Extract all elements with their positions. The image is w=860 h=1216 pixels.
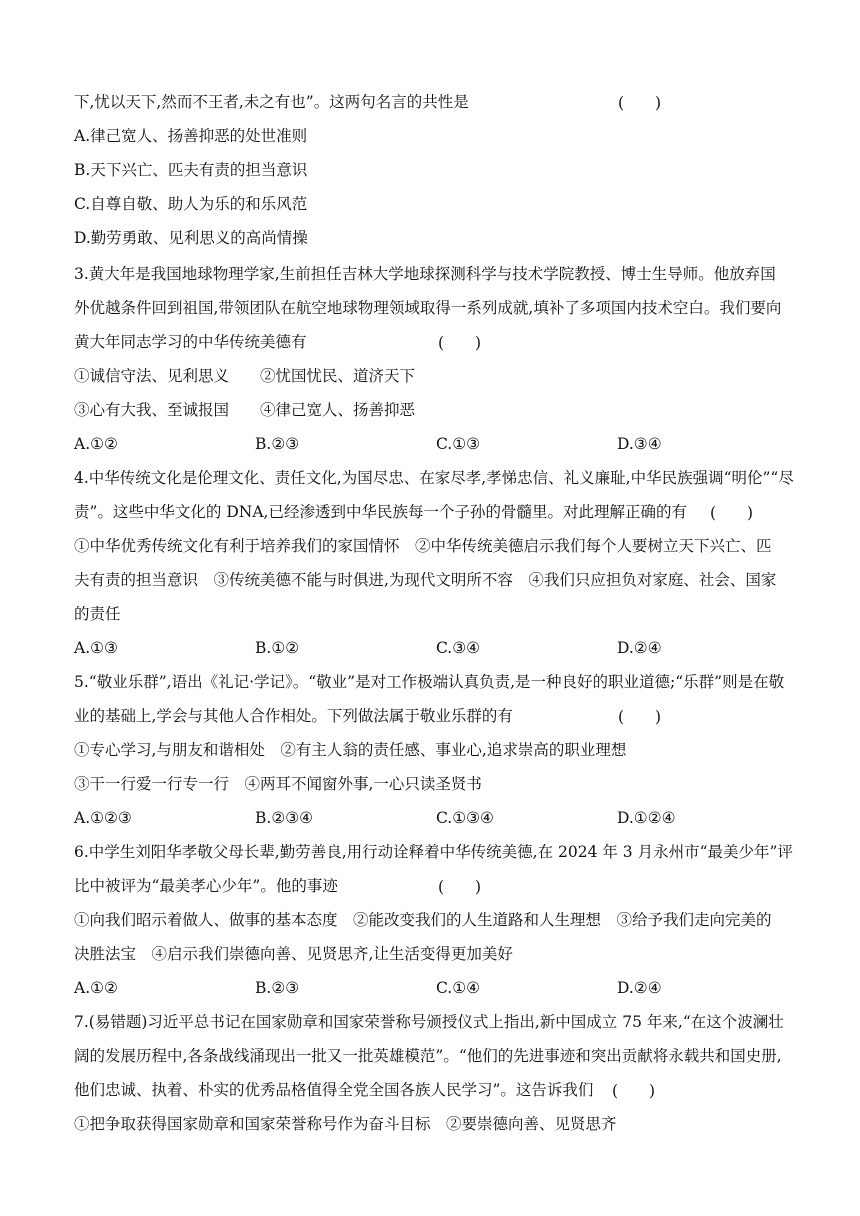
q2-option-a: A.律己宽人、扬善抑恶的处世准则 — [74, 127, 308, 145]
q3-stem-line-3: 黄大年同志学习的中华传统美德有 — [74, 333, 307, 351]
q3-item-line-1: ①诚信守法、见利思义 ②忧国忧民、道济天下 — [74, 367, 416, 385]
q6-choice-c: C.①④ — [436, 979, 481, 997]
q3-stem-line-1: 3.黄大年是我国地球物理学家,生前担任吉林大学地球探测科学与技术学院教授、博士生导师。他放弃国 — [74, 265, 776, 283]
q3-answer-paren: ( ) — [438, 334, 482, 352]
q2-option-b: B.天下兴亡、匹夫有责的担当意识 — [74, 161, 308, 179]
q5-choice-d: D.①②④ — [617, 809, 676, 827]
q4-choice-b: B.①② — [255, 639, 300, 657]
q6-item-line-2: 决胜法宝 ④启示我们崇德向善、见贤思齐,让生活变得更加美好 — [74, 945, 513, 963]
q6-choice-d: D.②④ — [617, 979, 662, 997]
q4-choice-d: D.②④ — [617, 639, 662, 657]
q3-choice-c: C.①③ — [436, 435, 481, 453]
q3-choice-d: D.③④ — [617, 435, 662, 453]
q5-stem-line-1: 5.“敬业乐群”,语出《礼记·学记》。“敬业”是对工作极端认真负责,是一种良好的职业道德;“乐群”则是在敬 — [74, 673, 785, 691]
q4-item-line-3: 的责任 — [74, 605, 121, 623]
q6-stem-line-1: 6.中学生刘阳华孝敬父母长辈,勤劳善良,用行动诠释着中华传统美德,在 2024 年 3 月永州市“最美少年”评 — [74, 843, 793, 861]
q4-answer-paren: ( ) — [710, 504, 754, 522]
q6-answer-paren: ( ) — [438, 878, 482, 896]
q7-answer-paren: ( ) — [612, 1082, 656, 1100]
q6-stem-line-2: 比中被评为“最美孝心少年”。他的事迹 — [74, 877, 338, 895]
q4-choice-c: C.③④ — [436, 639, 481, 657]
q7-item-line-1: ①把争取获得国家勋章和国家荣誉称号作为奋斗目标 ②要崇德向善、见贤思齐 — [74, 1115, 617, 1133]
q4-item-line-2: 夫有责的担当意识 ③传统美德不能与时俱进,为现代文明所不容 ④我们只应担负对家庭、社会、国家 — [74, 571, 777, 589]
q2-stem-tail: 下,忧以天下,然而不王者,未之有也”。这两句名言的共性是 — [74, 93, 469, 111]
q5-item-line-1: ①专心学习,与朋友和谐相处 ②有主人翁的责任感、事业心,追求崇高的职业理想 — [74, 741, 627, 759]
q4-choice-a: A.①③ — [74, 639, 118, 657]
q6-choice-a: A.①② — [74, 979, 118, 997]
q3-item-line-2: ③心有大我、至诚报国 ④律己宽人、扬善抑恶 — [74, 401, 416, 419]
q6-choices — [74, 977, 794, 999]
q2-option-d: D.勤劳勇敢、见利思义的高尚情操 — [74, 229, 308, 247]
q7-stem-line-3: 他们忠诚、执着、朴实的优秀品格值得全党全国各族人民学习”。这告诉我们 — [74, 1081, 594, 1099]
q4-item-line-1: ①中华优秀传统文化有利于培养我们的家国情怀 ②中华传统美德启示我们每个人要树立天下兴亡、匹 — [74, 537, 772, 555]
q4-stem-line-2: 责”。这些中华文化的 DNA,已经渗透到中华民族每一个子孙的骨髓里。对此理解正确的有 — [74, 503, 687, 521]
q4-stem-line-1: 4.中华传统文化是伦理文化、责任文化,为国尽忠、在家尽孝,孝悌忠信、礼义廉耻,中华民族强调“明伦”“尽 — [74, 469, 794, 487]
q2-answer-paren: ( ) — [618, 94, 662, 112]
q5-choice-b: B.②③④ — [255, 809, 314, 827]
q5-answer-paren: ( ) — [618, 708, 662, 726]
q4-choices — [74, 637, 794, 659]
q5-stem-line-2: 业的基础上,学会与其他人合作相处。下列做法属于敬业乐群的有 — [74, 707, 513, 725]
q3-stem-line-2: 外优越条件回到祖国,带领团队在航空地球物理领域取得一系列成就,填补了多项国内技术空白。我们要向 — [74, 299, 782, 317]
q5-choice-a: A.①②③ — [74, 809, 132, 827]
q3-choice-b: B.②③ — [255, 435, 300, 453]
q6-item-line-1: ①向我们昭示着做人、做事的基本态度 ②能改变我们的人生道路和人生理想 ③给予我们走向完美的 — [74, 911, 772, 929]
q2-option-c: C.自尊自敬、助人为乐的和乐风范 — [74, 195, 308, 213]
q3-choice-a: A.①② — [74, 435, 118, 453]
q6-choice-b: B.②③ — [255, 979, 300, 997]
q7-stem-line-2: 阔的发展历程中,各条战线涌现出一批又一批英雄模范”。“他们的先进事迹和突出贡献将永载共和国史册, — [74, 1047, 782, 1065]
q3-choices — [74, 433, 794, 455]
q5-choices — [74, 807, 794, 829]
q7-stem-line-1: 7.(易错题)习近平总书记在国家勋章和国家荣誉称号颁授仪式上指出,新中国成立 75 年来,“在这个波澜壮 — [74, 1013, 784, 1031]
q5-choice-c: C.①③④ — [436, 809, 494, 827]
q5-item-line-2: ③干一行爱一行专一行 ④两耳不闻窗外事,一心只读圣贤书 — [74, 775, 482, 793]
